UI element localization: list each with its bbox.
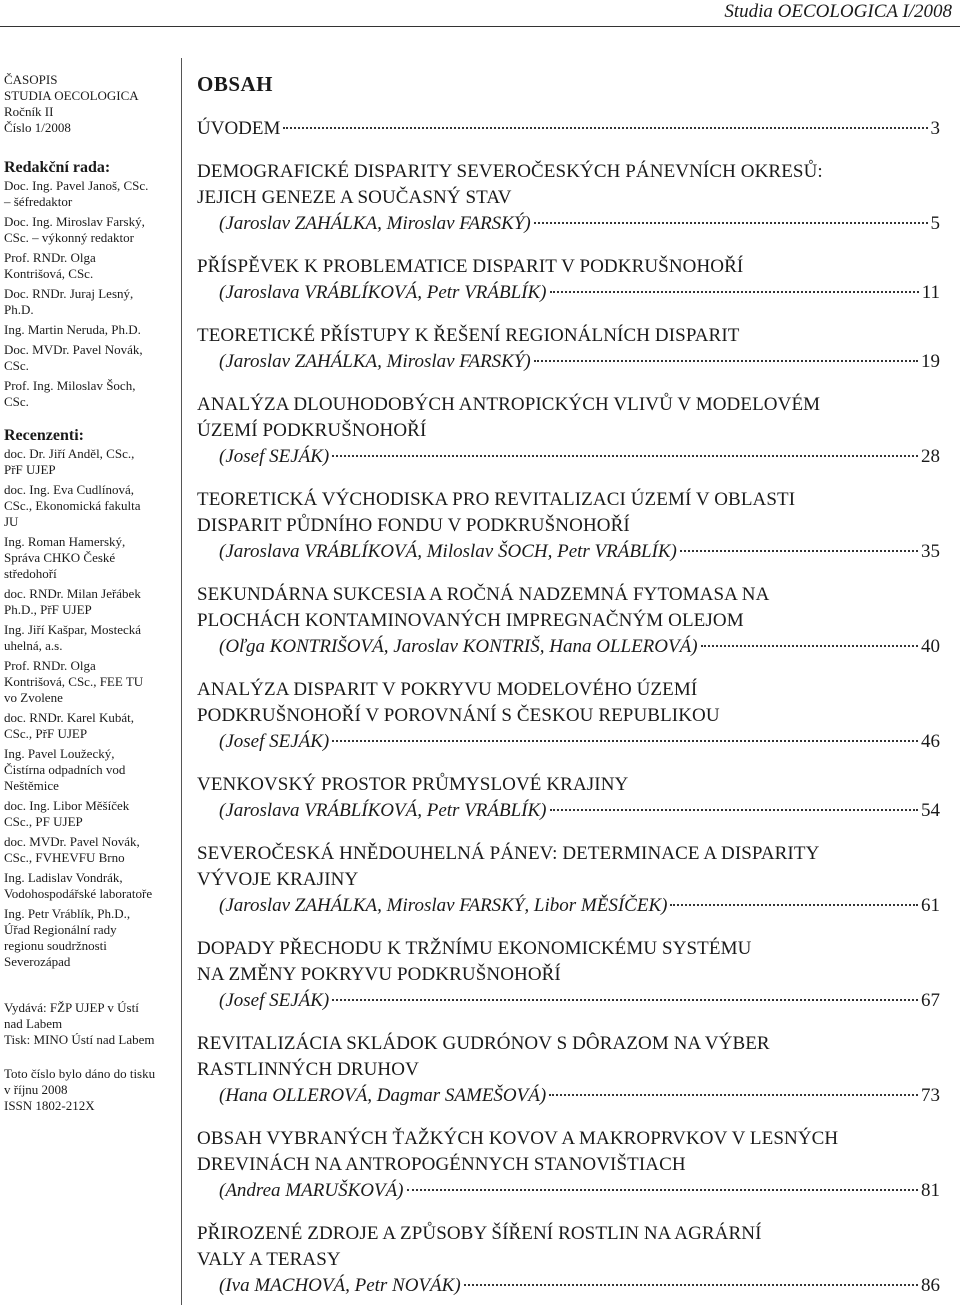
toc-entry-page: 61 xyxy=(921,895,940,916)
toc-entry xyxy=(197,677,940,755)
toc-entry-page: 67 xyxy=(921,990,940,1011)
reviewers-heading: Recenzenti: xyxy=(4,427,84,444)
toc-entry-page: 73 xyxy=(921,1085,940,1106)
toc-entry-title: PŘÍSPĚVEK K PROBLEMATICE DISPARIT V PODKRUŠNOHOŘÍ xyxy=(197,256,744,277)
reviewer xyxy=(4,834,174,866)
toc-entry-row xyxy=(197,798,940,824)
toc-entry xyxy=(197,1031,940,1109)
toc-entry-row xyxy=(197,634,940,660)
toc-entry-title: VALY A TERASY xyxy=(197,1249,341,1270)
toc-entry xyxy=(197,841,940,919)
reviewer xyxy=(4,798,174,830)
dot-leader xyxy=(407,1189,919,1191)
dot-leader xyxy=(464,1284,918,1286)
reviewers-list xyxy=(4,446,174,970)
toc-entry xyxy=(197,116,940,142)
toc-entry-row xyxy=(197,729,940,755)
reviewer-line: doc. Ing. Eva Cudlínová, xyxy=(4,482,134,497)
reviewer-line: CSc., Ekonomická fakulta xyxy=(4,498,141,513)
toc-entry-authors: (Josef SEJÁK) xyxy=(219,990,330,1011)
dot-leader xyxy=(680,550,918,552)
toc-entry-page: 19 xyxy=(921,351,940,372)
reviewer xyxy=(4,746,174,794)
toc-entry-row xyxy=(197,444,940,470)
toc-title: OBSAH xyxy=(197,72,274,96)
toc-entry-title: DOPADY PŘECHODU K TRŽNÍMU EKONOMICKÉMU SYSTÉMU xyxy=(197,938,752,959)
toc-entry-authors: (Josef SEJÁK) xyxy=(219,731,330,752)
board-member-line: Ing. Martin Neruda, Ph.D. xyxy=(4,322,141,337)
dot-leader xyxy=(283,127,927,129)
board-member xyxy=(4,286,174,318)
reviewer-line: vo Zvolene xyxy=(4,690,63,705)
toc-entry xyxy=(197,582,940,660)
issue-note-line: ISSN 1802-212X xyxy=(4,1098,95,1113)
toc-entry-title: SEKUNDÁRNA SUKCESIA A ROČNÁ NADZEMNÁ FYTOMASA NA xyxy=(197,584,770,605)
toc-entry-title: REVITALIZÁCIA SKLÁDOK GUDRÓNOV S DÔRAZOM NA VÝBER xyxy=(197,1033,770,1054)
toc-entry-page: 11 xyxy=(921,282,940,303)
toc-entry-row xyxy=(197,539,940,565)
toc-entry-title: RASTLINNÝCH DRUHOV xyxy=(197,1059,419,1080)
reviewer-line: Prof. RNDr. Olga xyxy=(4,658,96,673)
toc-entry-authors: (Jaroslav ZAHÁLKA, Miroslav FARSKÝ) xyxy=(219,213,531,234)
toc-entry-authors: (Jaroslava VRÁBLÍKOVÁ, Petr VRÁBLÍK) xyxy=(219,282,547,303)
toc-entry-authors: (Josef SEJÁK) xyxy=(219,446,330,467)
reviewer-line: středohoří xyxy=(4,566,57,581)
toc-entry-row xyxy=(197,116,940,142)
toc-entry-page: 81 xyxy=(921,1180,940,1201)
toc-entry-authors: (Oľga KONTRIŠOVÁ, Jaroslav KONTRIŠ, Hana OLLEROVÁ) xyxy=(219,636,698,657)
toc-entry-authors: (Jaroslav ZAHÁLKA, Miroslav FARSKÝ) xyxy=(219,351,531,372)
toc-entries xyxy=(197,116,940,1299)
toc-entry-authors: (Andrea MARUŠKOVÁ) xyxy=(219,1180,404,1201)
board-member-line: CSc. xyxy=(4,358,29,373)
publisher-info xyxy=(4,1000,174,1048)
toc-entry-row xyxy=(197,1273,940,1299)
toc-entry-row xyxy=(197,1083,940,1109)
toc-entry-authors: (Iva MACHOVÁ, Petr NOVÁK) xyxy=(219,1275,461,1296)
board-member-line: Kontrišová, CSc. xyxy=(4,266,94,281)
toc-entry-page: 3 xyxy=(930,118,940,139)
reviewer-line: Čistírna odpadních vod xyxy=(4,762,126,777)
reviewer xyxy=(4,658,174,706)
reviewer-line: Neštěmice xyxy=(4,778,59,793)
toc-entry xyxy=(197,772,940,824)
toc-entry-row xyxy=(197,349,940,375)
publisher-line: Tisk: MINO Ústí nad Labem xyxy=(4,1032,155,1047)
dot-leader xyxy=(670,904,918,906)
dot-leader xyxy=(332,455,918,457)
toc-entry xyxy=(197,254,940,306)
toc-entry-title: TEORETICKÉ PŘÍSTUPY K ŘEŠENÍ REGIONÁLNÍCH DISPARIT xyxy=(197,325,740,346)
toc-entry xyxy=(197,392,940,470)
toc-entry-page: 86 xyxy=(921,1275,940,1296)
toc-entry-page: 35 xyxy=(921,541,940,562)
toc-entry-title: DREVINÁCH NA ANTROPOGÉNNYCH STANOVIŠTIACH xyxy=(197,1154,686,1175)
toc-entry-page: 54 xyxy=(921,800,940,821)
board-member-line: Doc. MVDr. Pavel Novák, xyxy=(4,342,143,357)
reviewer-line: Vodohospodářské laboratoře xyxy=(4,886,153,901)
board-member-line: – šéfredaktor xyxy=(4,194,73,209)
reviewer-line: Ph.D., PřF UJEP xyxy=(4,602,92,617)
toc-entry-row xyxy=(197,893,940,919)
editorial-board-list xyxy=(4,178,174,410)
reviewer-line: CSc., FVHEVFU Brno xyxy=(4,850,125,865)
reviewer xyxy=(4,586,174,618)
reviewer-line: PřF UJEP xyxy=(4,462,56,477)
dot-leader xyxy=(550,809,918,811)
board-member xyxy=(4,322,174,338)
toc-entry-page: 28 xyxy=(921,446,940,467)
issue-note-line: v říjnu 2008 xyxy=(4,1082,68,1097)
toc-entry-title: PŘIROZENÉ ZDROJE A ZPŮSOBY ŠÍŘENÍ ROSTLIN NA AGRÁRNÍ xyxy=(197,1223,762,1244)
reviewer xyxy=(4,622,174,654)
dot-leader xyxy=(534,360,918,362)
board-member-line: Prof. Ing. Miloslav Šoch, xyxy=(4,378,136,393)
reviewer-line: regionu soudržnosti xyxy=(4,938,107,953)
board-member-line: Doc. RNDr. Juraj Lesný, xyxy=(4,286,134,301)
editorial-board-heading: Redakční rada: xyxy=(4,159,111,176)
reviewer xyxy=(4,446,174,478)
sidebar xyxy=(4,72,174,1114)
issue-note xyxy=(4,1066,174,1114)
reviewer xyxy=(4,906,174,970)
board-member xyxy=(4,378,174,410)
toc-entry-page: 5 xyxy=(930,213,940,234)
board-member-line: Prof. RNDr. Olga xyxy=(4,250,96,265)
reviewer-line: doc. Dr. Jiří Anděl, CSc., xyxy=(4,446,135,461)
toc-entry-title: ANALÝZA DLOUHODOBÝCH ANTROPICKÝCH VLIVŮ V MODELOVÉM xyxy=(197,394,821,415)
toc-entry-authors: (Hana OLLEROVÁ, Dagmar SAMEŠOVÁ) xyxy=(219,1085,547,1106)
reviewer-line: doc. RNDr. Karel Kubát, xyxy=(4,710,134,725)
reviewer-line: Severozápad xyxy=(4,954,71,969)
reviewer xyxy=(4,534,174,582)
reviewer-line: Ing. Jiří Kašpar, Mostecká xyxy=(4,622,142,637)
toc-entry-title: JEJICH GENEZE A SOUČASNÝ STAV xyxy=(197,187,512,208)
toc-entry xyxy=(197,1126,940,1204)
reviewer-line: CSc., PF UJEP xyxy=(4,814,83,829)
toc-entry-row xyxy=(197,280,940,306)
board-member xyxy=(4,178,174,210)
board-member-line: Doc. Ing. Miroslav Farský, xyxy=(4,214,145,229)
table-of-contents xyxy=(197,70,940,1316)
masthead-line: ČASOPIS xyxy=(4,72,58,87)
toc-entry-row xyxy=(197,1178,940,1204)
reviewer-line: doc. Ing. Libor Měšíček xyxy=(4,798,130,813)
toc-entry-authors: (Jaroslav ZAHÁLKA, Miroslav FARSKÝ, Libor MĚSÍČEK) xyxy=(219,895,668,916)
dot-leader xyxy=(332,999,918,1001)
toc-entry xyxy=(197,1221,940,1299)
toc-entry-authors: (Jaroslava VRÁBLÍKOVÁ, Miloslav ŠOCH, Petr VRÁBLÍK) xyxy=(219,541,677,562)
header-rule xyxy=(0,26,960,27)
toc-entry-title: VENKOVSKÝ PROSTOR PRŮMYSLOVÉ KRAJINY xyxy=(197,774,629,795)
reviewer-line: JU xyxy=(4,514,19,529)
toc-entry-title: TEORETICKÁ VÝCHODISKA PRO REVITALIZACI ÚZEMÍ V OBLASTI xyxy=(197,489,796,510)
toc-entry xyxy=(197,936,940,1014)
toc-entry-title: DEMOGRAFICKÉ DISPARITY SEVEROČESKÝCH PÁNEVNÍCH OKRESŮ: xyxy=(197,161,823,182)
reviewer-line: Ing. Ladislav Vondrák, xyxy=(4,870,123,885)
column-divider xyxy=(181,58,182,1305)
board-member-line: Doc. Ing. Pavel Janoš, CSc. xyxy=(4,178,149,193)
toc-entry-row xyxy=(197,211,940,237)
board-member-line: CSc. xyxy=(4,394,29,409)
toc-entry-page: 46 xyxy=(921,731,940,752)
reviewer-line: doc. MVDr. Pavel Novák, xyxy=(4,834,140,849)
toc-entry-title: NA ZMĚNY POKRYVU PODKRUŠNOHOŘÍ xyxy=(197,964,561,985)
toc-entry-title: ANALÝZA DISPARIT V POKRYVU MODELOVÉHO ÚZEMÍ xyxy=(197,679,698,700)
reviewer-line: Ing. Petr Vráblík, Ph.D., xyxy=(4,906,131,921)
toc-entry-title: ÚVODEM xyxy=(197,118,281,139)
reviewer-line: Úřad Regionální rady xyxy=(4,922,117,937)
dot-leader xyxy=(550,291,919,293)
board-member-line: CSc. – výkonný redaktor xyxy=(4,230,134,245)
dot-leader xyxy=(549,1094,918,1096)
toc-entry-title: DISPARIT PŮDNÍHO FONDU V PODKRUŠNOHOŘÍ xyxy=(197,515,630,536)
board-member xyxy=(4,214,174,246)
reviewer-line: doc. RNDr. Milan Jeřábek xyxy=(4,586,141,601)
reviewer-line: Ing. Roman Hamerský, xyxy=(4,534,126,549)
masthead-line: STUDIA OECOLOGICA xyxy=(4,88,139,103)
reviewer xyxy=(4,710,174,742)
reviewer-line: Ing. Pavel Loužecký, xyxy=(4,746,115,761)
reviewer xyxy=(4,870,174,902)
toc-entry-title: VÝVOJE KRAJINY xyxy=(197,869,359,890)
masthead-line: Číslo 1/2008 xyxy=(4,120,71,135)
toc-entry xyxy=(197,487,940,565)
reviewer-line: CSc., PřF UJEP xyxy=(4,726,88,741)
toc-entry-authors: (Jaroslava VRÁBLÍKOVÁ, Petr VRÁBLÍK) xyxy=(219,800,547,821)
toc-entry xyxy=(197,159,940,237)
dot-leader xyxy=(332,740,918,742)
board-member-line: Ph.D. xyxy=(4,302,34,317)
publisher-line: nad Labem xyxy=(4,1016,63,1031)
toc-entry-page: 40 xyxy=(921,636,940,657)
reviewer-line: Správa CHKO České xyxy=(4,550,116,565)
toc-entry xyxy=(197,323,940,375)
running-title: Studia OECOLOGICA I/2008 xyxy=(724,1,952,22)
issue-note-line: Toto číslo bylo dáno do tisku xyxy=(4,1066,156,1081)
masthead xyxy=(4,72,174,136)
toc-entry-title: OBSAH VYBRANÝCH ŤAŽKÝCH KOVOV A MAKROPRVKOV V LESNÝCH xyxy=(197,1128,839,1149)
reviewer xyxy=(4,482,174,530)
dot-leader xyxy=(534,222,928,224)
toc-entry-title: SEVEROČESKÁ HNĚDOUHELNÁ PÁNEV: DETERMINACE A DISPARITY xyxy=(197,843,820,864)
reviewer-line: uhelná, a.s. xyxy=(4,638,63,653)
toc-entry-row xyxy=(197,988,940,1014)
reviewer-line: Kontrišová, CSc., FEE TU xyxy=(4,674,144,689)
toc-entry-title: PLOCHÁCH KONTAMINOVANÝCH IMPREGNAČNÝM OLEJOM xyxy=(197,610,744,631)
masthead-line: Ročník II xyxy=(4,104,54,119)
dot-leader xyxy=(701,645,918,647)
publisher-line: Vydává: FŽP UJEP v Ústí xyxy=(4,1000,139,1015)
board-member xyxy=(4,250,174,282)
toc-entry-title: ÚZEMÍ PODKRUŠNOHOŘÍ xyxy=(197,420,427,441)
toc-entry-title: PODKRUŠNOHOŘÍ V POROVNÁNÍ S ČESKOU REPUBLIKOU xyxy=(197,705,720,726)
board-member xyxy=(4,342,174,374)
